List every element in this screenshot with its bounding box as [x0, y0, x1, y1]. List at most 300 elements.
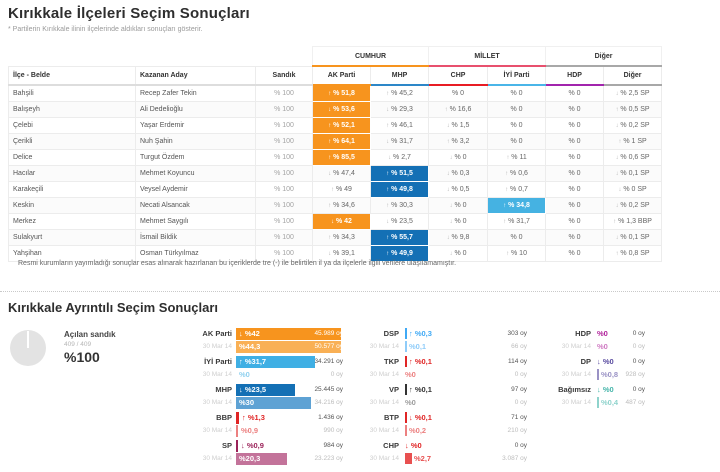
- district-cell[interactable]: Hacılar: [9, 166, 136, 182]
- votes-value: 303 oy: [507, 330, 527, 337]
- party-name-label: İYİ Parti: [204, 357, 232, 366]
- result-value: % 55,7: [391, 234, 413, 241]
- bar-area: [236, 440, 345, 452]
- party-row-cur: [357, 355, 527, 368]
- district-cell[interactable]: Sulakyurt: [9, 230, 136, 246]
- party-name-label: HDP: [575, 329, 591, 338]
- ballot-cell: % 100: [256, 230, 313, 246]
- result-value: % 42: [336, 218, 352, 225]
- district-cell[interactable]: Yahşihan: [9, 246, 136, 262]
- result-cell-0: [313, 182, 371, 198]
- result-value: % 0: [452, 90, 465, 97]
- down-arrow-icon: ↓: [615, 203, 619, 209]
- column-header-1: Kazanan Aday: [136, 66, 256, 85]
- prev-date-label: 30 Mar 14: [202, 399, 232, 406]
- result-value: % 9,8: [451, 234, 470, 241]
- result-cell-5: [604, 198, 662, 214]
- candidate-cell: Ali Dedelioğlu: [136, 102, 256, 118]
- district-cell[interactable]: Çelebi: [9, 118, 136, 134]
- result-cell-5: [604, 230, 662, 246]
- table-footnote: Resmi kurumların yayımladığı sonuçlar esas alınarak hazırlanan bu içeriklerde tre (-) ile belirtilen il ya da ilçelerle ilgili verilere ulaşılamamıştır.: [18, 260, 457, 267]
- party-row-cur: [357, 327, 527, 340]
- result-cell-4: [546, 214, 604, 230]
- votes-value: 487 oy: [625, 399, 645, 406]
- percent-value: %0: [405, 398, 416, 407]
- result-bar: [405, 356, 407, 367]
- percent-value: ↓ %0: [597, 357, 614, 366]
- result-value: % 0: [454, 202, 467, 209]
- ballot-cell: % 100: [256, 198, 313, 214]
- down-arrow-icon: ↓: [618, 187, 622, 193]
- result-value: % 45,2: [391, 90, 413, 97]
- up-arrow-icon: ↑: [506, 251, 510, 257]
- votes-value: 0 oy: [514, 399, 527, 406]
- detail-party-hdp: [545, 327, 645, 353]
- result-value: % 0,1 SP: [620, 170, 650, 177]
- result-cell-2: [429, 85, 488, 102]
- result-value: % 51,8: [333, 90, 355, 97]
- detail-column-1: [357, 327, 527, 467]
- result-cell-4: [546, 182, 604, 198]
- up-arrow-icon: ↑: [328, 155, 332, 161]
- result-cell-1: [371, 198, 429, 214]
- result-cell-3: [488, 230, 546, 246]
- district-cell[interactable]: Delice: [9, 150, 136, 166]
- ballot-cell: % 100: [256, 182, 313, 198]
- result-cell-4: [546, 230, 604, 246]
- up-arrow-icon: ↑: [506, 155, 510, 161]
- result-value: % 0,3: [451, 170, 470, 177]
- party-row-prev: [357, 340, 527, 353]
- result-cell-4: [546, 85, 604, 102]
- result-value: % 0: [568, 234, 581, 241]
- votes-value: 114 oy: [507, 358, 527, 365]
- result-bar: [236, 412, 239, 424]
- result-cell-3: [488, 134, 546, 150]
- result-value: % 0: [568, 202, 581, 209]
- detail-section: [8, 327, 720, 472]
- result-cell-1: [371, 182, 429, 198]
- percent-value: ↓ %0: [405, 441, 422, 450]
- votes-value: 23.223 oy: [314, 454, 343, 462]
- result-value: % 0,1 SP: [620, 234, 650, 241]
- result-value: % 16,6: [449, 106, 472, 113]
- result-bar: [405, 328, 407, 339]
- result-value: % 0,6 SP: [620, 154, 650, 161]
- party-row-prev: [357, 452, 527, 465]
- result-cell-5: [604, 134, 662, 150]
- party-name-label: Bağımsız: [558, 385, 591, 394]
- party-row-cur: [182, 327, 345, 340]
- party-row-cur: [545, 355, 645, 368]
- votes-value: 1.436 oy: [318, 413, 343, 421]
- detail-party-ak-parti: [182, 327, 345, 353]
- detail-party-i-yi-parti: [182, 355, 345, 381]
- result-cell-2: [429, 214, 488, 230]
- group-header-row: [9, 47, 662, 67]
- result-cell-5: [604, 214, 662, 230]
- party-header-4: HDP: [546, 66, 604, 85]
- bar-area: [236, 425, 345, 437]
- result-value: % 1,3 BBP: [618, 218, 652, 225]
- result-value: % 0: [510, 90, 523, 97]
- result-value: % 23,5: [391, 218, 413, 225]
- votes-value: 45.989 oy: [314, 329, 343, 337]
- party-name-label: CHP: [383, 441, 399, 450]
- result-cell-0: [313, 198, 371, 214]
- result-value: % 0: [568, 250, 581, 257]
- percent-value: %0: [405, 370, 416, 379]
- result-cell-5: [604, 102, 662, 118]
- result-cell-3: [488, 102, 546, 118]
- result-cell-4: [546, 134, 604, 150]
- candidate-cell: Necati Alsancak: [136, 198, 256, 214]
- result-cell-0: [313, 150, 371, 166]
- prev-date-label: 30 Mar 14: [202, 455, 232, 462]
- down-arrow-icon: ↓: [446, 123, 450, 129]
- percent-value: ↑ %0,1: [409, 385, 432, 394]
- ballot-cell: % 100: [256, 246, 313, 262]
- district-cell[interactable]: Keskin: [9, 198, 136, 214]
- result-cell-5: [604, 166, 662, 182]
- party-header-2: CHP: [429, 66, 488, 85]
- party-name-label: BBP: [216, 413, 232, 422]
- table-row: [9, 214, 662, 230]
- party-row-cur: [182, 355, 345, 368]
- result-value: % 46,1: [391, 122, 413, 129]
- result-cell-3: [488, 182, 546, 198]
- up-arrow-icon: ↑: [328, 91, 332, 97]
- party-name-label: AK Parti: [202, 329, 232, 338]
- votes-value: 34.291 oy: [314, 357, 343, 365]
- votes-value: 0 oy: [514, 442, 527, 449]
- column-header-0: İlçe - Belde: [9, 66, 136, 85]
- result-cell-5: [604, 150, 662, 166]
- result-value: % 85,5: [333, 154, 355, 161]
- result-value: % 11: [511, 154, 527, 161]
- candidate-cell: Osman Türkyılmaz: [136, 246, 256, 262]
- up-arrow-icon: ↑: [386, 171, 390, 177]
- votes-value: 25.445 oy: [314, 385, 343, 393]
- result-value: % 49,9: [391, 250, 413, 257]
- percent-value: ↓ %0,9: [241, 440, 264, 450]
- votes-value: 50.577 oy: [314, 342, 343, 350]
- down-arrow-icon: ↓: [449, 251, 453, 257]
- votes-value: 66 oy: [511, 343, 527, 350]
- result-cell-4: [546, 118, 604, 134]
- result-cell-1: [371, 102, 429, 118]
- votes-value: 0 oy: [632, 386, 645, 393]
- result-bar: [597, 369, 599, 380]
- detail-columns: [8, 327, 720, 472]
- down-arrow-icon: ↓: [449, 219, 453, 225]
- bar-area: [236, 328, 345, 340]
- result-value: % 0: [510, 138, 523, 145]
- result-cell-2: [429, 182, 488, 198]
- result-value: % 0,7: [510, 186, 528, 193]
- party-header-3: İYİ Parti: [488, 66, 546, 85]
- up-arrow-icon: ↑: [505, 171, 509, 177]
- result-value: % 0: [454, 218, 467, 225]
- table-row: [9, 102, 662, 118]
- result-value: % 0,5: [451, 186, 470, 193]
- ballot-cell: % 100: [256, 85, 313, 102]
- party-name-label: TKP: [384, 357, 399, 366]
- result-cell-5: [604, 118, 662, 134]
- candidate-cell: Veysel Aydemir: [136, 182, 256, 198]
- up-arrow-icon: ↑: [618, 139, 622, 145]
- result-bar: [236, 440, 238, 452]
- down-arrow-icon: ↓: [388, 155, 392, 161]
- percent-value: ↑ %1,3: [242, 412, 265, 422]
- result-value: % 31,7: [508, 218, 530, 225]
- candidate-cell: Yaşar Erdemir: [136, 118, 256, 134]
- result-cell-3: [488, 85, 546, 102]
- result-bar: [236, 425, 238, 437]
- result-cell-2: [429, 102, 488, 118]
- group-header-0: CUMHUR: [313, 47, 429, 67]
- result-cell-0: [313, 230, 371, 246]
- result-value: % 49: [336, 186, 352, 193]
- percent-value: %0,8: [601, 370, 619, 379]
- detail-party-dp: [545, 355, 645, 381]
- prev-date-label: 30 Mar 14: [561, 371, 591, 378]
- up-arrow-icon: ↑: [386, 235, 390, 241]
- prev-date-label: 30 Mar 14: [369, 427, 399, 434]
- up-arrow-icon: ↑: [386, 203, 390, 209]
- ballot-cell: % 100: [256, 134, 313, 150]
- result-value: % 0,6: [510, 170, 528, 177]
- column-header-2: Sandık: [256, 66, 313, 85]
- column-header-row: [9, 66, 662, 85]
- votes-value: 0 oy: [632, 330, 645, 337]
- result-cell-4: [546, 102, 604, 118]
- result-cell-0: [313, 214, 371, 230]
- down-arrow-icon: ↓: [449, 203, 453, 209]
- result-cell-1: [371, 118, 429, 134]
- result-bar: [405, 412, 407, 423]
- party-row-cur: [357, 383, 527, 396]
- group-header-1: MİLLET: [429, 47, 546, 67]
- bar-area: [236, 397, 345, 409]
- up-arrow-icon: ↑: [444, 107, 448, 113]
- percent-value: ↓ %0: [597, 385, 614, 394]
- votes-value: 928 oy: [625, 371, 645, 378]
- table-row: [9, 166, 662, 182]
- bar-area: [236, 384, 345, 396]
- votes-value: 71 oy: [511, 414, 527, 421]
- result-cell-1: [371, 134, 429, 150]
- down-arrow-icon: ↓: [615, 235, 619, 241]
- result-value: % 29,3: [391, 106, 413, 113]
- result-value: % 0: [510, 106, 523, 113]
- detail-party-chp: [357, 439, 527, 465]
- detail-party-mhp: [182, 383, 345, 409]
- detail-party-dsp: [357, 327, 527, 353]
- prev-date-label: 30 Mar 14: [369, 343, 399, 350]
- down-arrow-icon: ↓: [615, 123, 619, 129]
- result-value: % 34,8: [508, 202, 530, 209]
- result-bar: [405, 341, 407, 352]
- down-arrow-icon: ↓: [446, 171, 450, 177]
- district-results-table: [8, 46, 662, 262]
- result-cell-2: [429, 230, 488, 246]
- detail-column-2: [545, 327, 645, 411]
- party-row-prev: [182, 340, 345, 353]
- result-cell-1: [371, 150, 429, 166]
- result-value: % 0,2 SP: [620, 202, 650, 209]
- result-value: % 0,2 SP: [620, 122, 650, 129]
- ballot-cell: % 100: [256, 118, 313, 134]
- down-arrow-icon: ↓: [446, 187, 450, 193]
- result-cell-1: [371, 214, 429, 230]
- result-value: % 0,5 SP: [620, 106, 650, 113]
- result-cell-3: [488, 150, 546, 166]
- table-row: [9, 182, 662, 198]
- votes-value: 97 oy: [511, 386, 527, 393]
- candidate-cell: Turgut Özdem: [136, 150, 256, 166]
- party-row-cur: [545, 327, 645, 340]
- down-arrow-icon: ↓: [615, 171, 619, 177]
- down-arrow-icon: ↓: [328, 251, 332, 257]
- votes-value: 0 oy: [632, 358, 645, 365]
- party-row-cur: [545, 383, 645, 396]
- page-subtitle: * Partilerin Kırıkkale ilinin ilçelerinde aldıkları sonuçları gösterir.: [8, 26, 203, 33]
- votes-value: 3.087 oy: [502, 455, 527, 462]
- result-cell-5: [604, 85, 662, 102]
- result-cell-3: [488, 214, 546, 230]
- ballot-cell: % 100: [256, 102, 313, 118]
- votes-value: 34.216 oy: [314, 398, 343, 406]
- result-cell-3: [488, 246, 546, 262]
- result-cell-4: [546, 150, 604, 166]
- result-value: % 0,8 SP: [620, 250, 650, 257]
- party-row-prev: [182, 396, 345, 409]
- result-value: % 34,6: [333, 202, 355, 209]
- dotted-divider: [0, 291, 720, 292]
- result-cell-4: [546, 166, 604, 182]
- result-cell-1: [371, 230, 429, 246]
- up-arrow-icon: ↑: [505, 187, 509, 193]
- result-cell-2: [429, 198, 488, 214]
- prev-date-label: 30 Mar 14: [369, 371, 399, 378]
- up-arrow-icon: ↑: [615, 251, 619, 257]
- result-cell-0: [313, 102, 371, 118]
- result-value: % 0: [568, 122, 581, 129]
- result-value: % 0: [568, 106, 581, 113]
- result-cell-0: [313, 134, 371, 150]
- party-row-cur: [357, 411, 527, 424]
- party-name-label: DSP: [383, 329, 399, 338]
- percent-value: %2,7: [414, 454, 432, 463]
- ballot-percent: %100: [64, 349, 100, 365]
- result-cell-5: [604, 246, 662, 262]
- result-value: % 0: [568, 138, 581, 145]
- percent-value: %20,3: [239, 453, 261, 463]
- bar-area: [236, 412, 345, 424]
- votes-value: 0 oy: [514, 371, 527, 378]
- percent-value: %0,2: [409, 426, 427, 435]
- party-name-label: VP: [388, 385, 399, 394]
- candidate-cell: Mehmet Saygılı: [136, 214, 256, 230]
- result-cell-1: [371, 85, 429, 102]
- district-cell[interactable]: Bahşili: [9, 85, 136, 102]
- up-arrow-icon: ↑: [331, 187, 335, 193]
- bar-area: [236, 453, 345, 465]
- district-cell[interactable]: Merkez: [9, 214, 136, 230]
- candidate-cell: Recep Zafer Tekin: [136, 85, 256, 102]
- up-arrow-icon: ↑: [613, 219, 617, 225]
- party-header-0: AK Parti: [313, 66, 371, 85]
- percent-value: %0: [597, 329, 608, 338]
- district-cell[interactable]: Çerikli: [9, 134, 136, 150]
- result-value: % 1,5: [451, 122, 470, 129]
- party-row-prev: [545, 368, 645, 381]
- detail-section-title: Kırıkkale Ayrıntılı Seçim Sonuçları: [8, 300, 219, 315]
- votes-value: 210 oy: [507, 427, 527, 434]
- percent-value: ↑ %0,1: [409, 357, 432, 366]
- percent-value: %0,9: [241, 425, 259, 435]
- prev-date-label: 30 Mar 14: [202, 371, 232, 378]
- result-value: % 0: [568, 218, 581, 225]
- party-row-prev: [545, 396, 645, 409]
- table-row: [9, 230, 662, 246]
- party-name-label: BTP: [384, 413, 399, 422]
- prev-date-label: 30 Mar 14: [369, 399, 399, 406]
- up-arrow-icon: ↑: [503, 219, 507, 225]
- party-name-label: MHP: [215, 385, 232, 394]
- result-cell-0: [313, 118, 371, 134]
- prev-date-label: 30 Mar 14: [369, 455, 399, 462]
- down-arrow-icon: ↓: [331, 219, 335, 225]
- votes-value: 984 oy: [323, 441, 343, 449]
- table-row: [9, 134, 662, 150]
- result-cell-2: [429, 118, 488, 134]
- party-row-prev: [357, 396, 527, 409]
- result-cell-2: [429, 166, 488, 182]
- up-arrow-icon: ↑: [328, 123, 332, 129]
- table-row: [9, 118, 662, 134]
- result-bar: [405, 453, 412, 464]
- up-arrow-icon: ↑: [386, 123, 390, 129]
- result-value: % 51,5: [391, 170, 413, 177]
- party-row-cur: [182, 439, 345, 452]
- table-row: [9, 85, 662, 102]
- ballot-label: Açılan sandık: [64, 330, 116, 339]
- party-row-cur: [182, 383, 345, 396]
- district-cell[interactable]: Karakeçili: [9, 182, 136, 198]
- result-cell-2: [429, 134, 488, 150]
- result-value: % 39,1: [333, 250, 355, 257]
- up-arrow-icon: ↑: [328, 203, 332, 209]
- down-arrow-icon: ↓: [615, 155, 619, 161]
- ballot-fraction: 409 / 409: [64, 341, 92, 348]
- result-value: % 52,1: [333, 122, 355, 129]
- down-arrow-icon: ↓: [386, 139, 390, 145]
- result-bar: [597, 397, 599, 408]
- detail-party-bbp: [182, 411, 345, 437]
- group-header-spacer: [9, 47, 313, 67]
- ballot-cell: % 100: [256, 214, 313, 230]
- result-cell-2: [429, 150, 488, 166]
- percent-value: %44,3: [239, 341, 261, 351]
- district-cell[interactable]: Balışeyh: [9, 102, 136, 118]
- result-value: % 0: [568, 186, 581, 193]
- party-name-label: DP: [580, 357, 591, 366]
- bar-area: [236, 356, 345, 368]
- percent-value: %0: [597, 342, 608, 351]
- result-value: % 10: [511, 250, 527, 257]
